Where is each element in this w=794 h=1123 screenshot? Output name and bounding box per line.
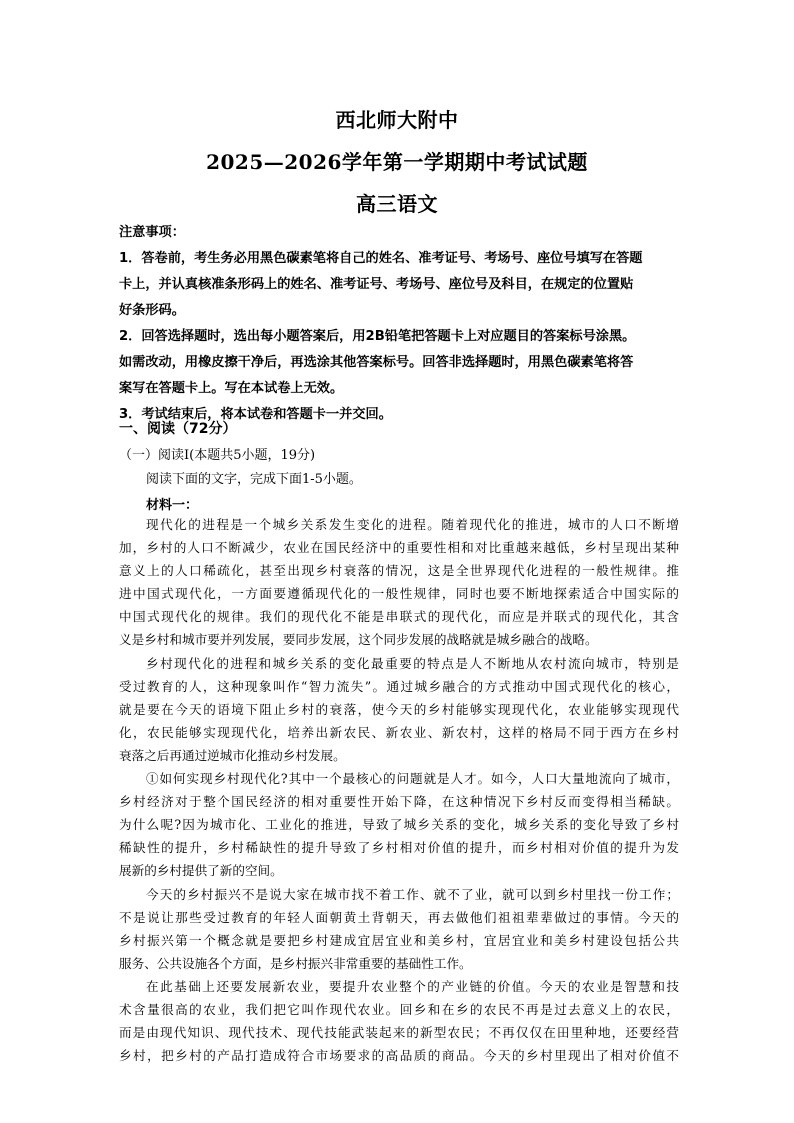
passage-line: 现代化的进程是一个城乡关系发生变化的进程。随着现代化的推进，城市的人口不断增 bbox=[146, 517, 679, 532]
instruction: 阅读下面的文字，完成下面1-5小题。 bbox=[146, 472, 362, 487]
notice-line: 如需改动，用橡皮擦干净后，再选涂其他答案标号。回答非选择题时，用黑色碳素笔将答 bbox=[119, 355, 634, 370]
material-label: 材料一： bbox=[146, 498, 199, 513]
passage-line: 术含量很高的农业，我们把它叫作现代农业。回乡和在乡的农民不再是过去意义上的农民， bbox=[119, 1001, 679, 1017]
part-title: （一）阅读Ⅰ(本题共5小题，19分) bbox=[119, 448, 316, 463]
passage-line: 不是说让那些受过教育的年轻人面朝黄土背朝天，再去做他们祖祖辈辈做过的事情。今天的 bbox=[119, 909, 679, 925]
passage-line: 乡村经济对于整个国民经济的相对重要性开始下降，在这种情况下乡村反而变得相当稀缺。 bbox=[119, 794, 679, 810]
passage-line: 乡村振兴第一个概念就是要把乡村建成宜居宜业和美乡村，宜居宜业和美乡村建设包括公共 bbox=[119, 932, 679, 948]
passage-line: 而是由现代知识、现代技术、现代技能武装起来的新型农民；不再仅仅在田里种地，还要经营 bbox=[119, 1025, 679, 1041]
notice-line: 卡上，并认真核准条形码上的姓名、准考证号、考场号、座位号及科目，在规定的位置贴 bbox=[119, 277, 634, 292]
passage-line: 就是要在今天的语境下阻止乡村的衰落，使今天的乡村能够实现现代化，农业能够实现现代 bbox=[119, 701, 679, 717]
notice-line: 1．答卷前，考生务必用黑色碳素笔将自己的姓名、准考证号、考场号、座位号填写在答题 bbox=[119, 251, 643, 266]
passage-line: 乡村现代化的进程和城乡关系的变化最重要的特点是人不断地从农村流向城市，特别是 bbox=[146, 655, 679, 671]
passage-line: 稀缺性的提升，乡村稀缺性的提升导致了乡村相对价值的提升，而乡村相对价值的提升为发 bbox=[119, 840, 679, 856]
passage-line: 今天的乡村振兴不是说大家在城市找不着工作、就不了业，就可以到乡村里找一份工作； bbox=[146, 886, 679, 902]
passage-line: 进中国式现代化，一方面要遵循现代化的一般性规律，同时也要不断地探索适合中国实际的 bbox=[119, 586, 679, 602]
passage-line: 加，乡村的人口不断减少，农业在国民经济中的重要性相和对比重越来越低，乡村呈现出某种 bbox=[119, 540, 679, 556]
passage-line: 在此基础上还要发展新农业，要提升农业整个的产业链的价值。今天的农业是智慧和技 bbox=[146, 978, 679, 994]
notice-line: 好条形码。 bbox=[119, 303, 185, 318]
passage-line: 意义上的人口稀疏化，甚至出现乡村衰落的情况，这是全世界现代化进程的一般性规律。推 bbox=[119, 563, 679, 579]
passage bbox=[119, 513, 679, 1067]
passage-line: 化，农民能够实现现代化，培养出新农民、新农业、新农村，这样的格局不同于西方在乡村 bbox=[119, 724, 679, 740]
notice-title: 注意事项： bbox=[119, 225, 185, 240]
passage-line: 服务、公共设施各个方面，是乡村振兴非常重要的基础性工作。 bbox=[119, 955, 472, 971]
notice-line: 案写在答题卡上。写在本试卷上无效。 bbox=[119, 381, 344, 396]
passage-line: 衰落之后再通过逆城市化推动乡村发展。 bbox=[119, 747, 346, 763]
section-heading: 一、阅读（72分） bbox=[119, 421, 237, 437]
notice-line: 3．考试结束后，将本试卷和答题卡一并交回。 bbox=[119, 407, 392, 422]
passage-line: 展新的乡村提供了新的空间。 bbox=[119, 863, 283, 879]
subject-title: 高三语文 bbox=[356, 192, 438, 216]
school-title: 西北师大附中 bbox=[335, 108, 459, 132]
notice-line: 2．回答选择题时，选出每小题答案后，用2B铅笔把答题卡上对应题目的答案标号涂黑。 bbox=[119, 329, 636, 344]
passage-line: 乡村，把乡村的产品打造成符合市场要求的高品质的商品。今天的乡村里现出了相对价值不 bbox=[119, 1048, 679, 1064]
passage-line: 受过教育的人，这种现象叫作“智力流失”。通过城乡融合的方式推动中国式现代化的核心， bbox=[119, 678, 679, 694]
passage-line: ①如何实现乡村现代化?其中一个最核心的问题就是人才。如今，人口大量地流向了城市， bbox=[146, 771, 679, 787]
passage-line: 中国式现代化的规律。我们的现代化不能是串联式的现代化，而应是并联式的现代化，其含 bbox=[119, 609, 679, 625]
passage-line: 为什么呢?因为城市化、工业化的推进，导致了城乡关系的变化，城乡关系的变化导致了乡村 bbox=[119, 817, 679, 833]
exam-title: 2025—2026学年第一学期期中考试试题 bbox=[206, 150, 588, 174]
notice-block bbox=[119, 220, 679, 428]
passage-line: 义是乡村和城市要并列发展，要同步发展，这个同步发展的战略就是城乡融合的战略。 bbox=[119, 632, 598, 648]
